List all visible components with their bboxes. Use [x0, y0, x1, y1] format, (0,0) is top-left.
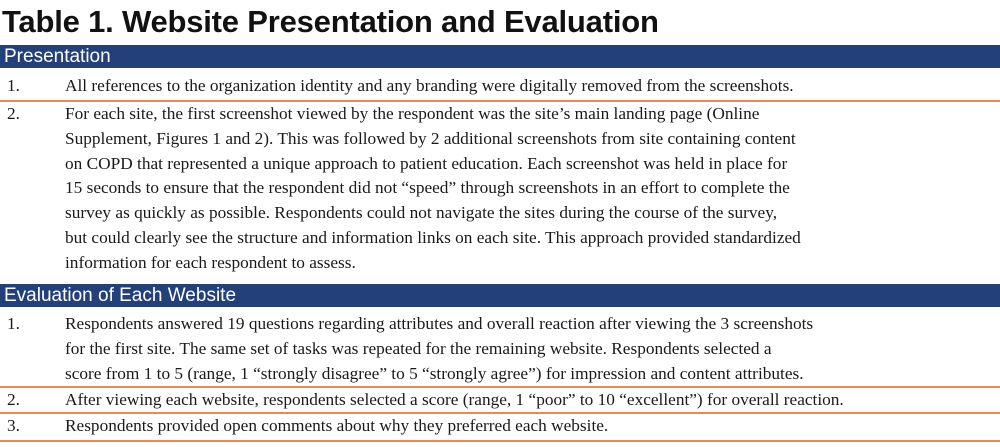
item-text-line: After viewing each website, respondents selected a score (range, 1 “poor” to 10 “excellent”) for overall reaction.	[65, 390, 844, 409]
item-number: 3.	[7, 416, 20, 435]
item-text	[65, 414, 995, 439]
item-text-line: information for each respondent to assess.	[65, 252, 356, 272]
section-heading-evaluation: Evaluation of Each Website	[0, 284, 1000, 307]
item-number: 1.	[7, 314, 20, 333]
item-text-line: survey as quickly as possible. Respondents could not navigate the sites during the course of the survey,	[65, 203, 778, 223]
item-text-line: on COPD that represented a unique approach to patient education. Each screenshot was held in place for	[65, 153, 788, 173]
item-text-line: Respondents provided open comments about why they preferred each website.	[65, 416, 609, 435]
item-text-line: for the first site. The same set of tasks was repeated for the remaining website. Respondents selected a	[65, 338, 772, 358]
item-text-line: but could clearly see the structure and information links on each site. This approach provided standardized	[65, 227, 801, 247]
item-text-line: 15 seconds to ensure that the respondent did not “speed” through screenshots in an effort to complete the	[65, 178, 790, 198]
item-text	[65, 74, 995, 99]
item-text-line: score from 1 to 5 (range, 1 “strongly disagree” to 5 “strongly agree”) for impression and content attributes.	[65, 363, 804, 383]
item-text-line: Supplement, Figures 1 and 2). This was followed by 2 additional screenshots from site containing content	[65, 128, 796, 148]
item-text-line: Respondents answered 19 questions regarding attributes and overall reaction after viewing the 3 screenshots	[65, 314, 814, 333]
row-divider	[0, 440, 1000, 442]
item-text	[65, 102, 995, 276]
item-number: 1.	[7, 76, 20, 95]
item-text	[65, 388, 995, 413]
item-text-line: All references to the organization identity and any branding were digitally removed from the screenshots.	[65, 76, 794, 95]
item-text	[65, 312, 995, 386]
item-text-line: For each site, the first screenshot viewed by the respondent was the site’s main landing page (Online	[65, 104, 760, 123]
item-number: 2.	[7, 104, 20, 123]
item-number: 2.	[7, 390, 20, 409]
table-title: Table 1. Website Presentation and Evaluation	[2, 4, 659, 39]
section-heading-presentation: Presentation	[0, 45, 1000, 68]
